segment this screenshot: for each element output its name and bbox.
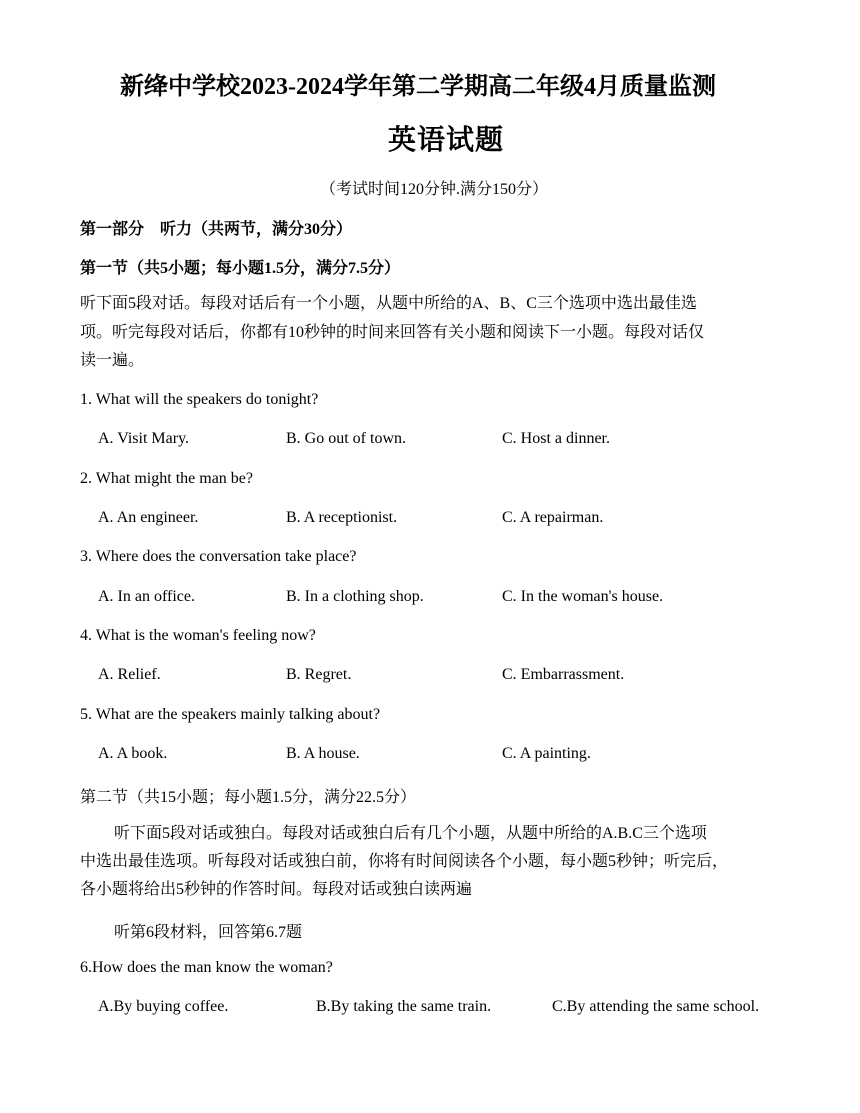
option-c: C. A painting.: [502, 745, 591, 762]
exam-title: 新绛中学校2023-2024学年第二学期高二年级4月质量监测: [120, 74, 716, 100]
section2-instruction-line: 各小题将给出5秒钟的作答时间。每段对话或独白读两遍: [80, 881, 473, 898]
option-c: C.By attending the same school.: [552, 998, 760, 1015]
option-c: C. Embarrassment.: [502, 666, 625, 683]
option-b: B. A receptionist.: [286, 509, 398, 526]
question-stem: 1. What will the speakers do tonight?: [80, 391, 319, 408]
material-note: 听第6段材料，回答第6.7题: [114, 924, 303, 941]
option-a: A. An engineer.: [98, 509, 199, 526]
exam-time-note: （考试时间120分钟.满分150分）: [320, 181, 549, 198]
question-stem: 5. What are the speakers mainly talking about?: [80, 706, 381, 723]
option-c: C. In the woman's house.: [502, 588, 664, 605]
option-b: B. In a clothing shop.: [286, 588, 424, 605]
exam-subtitle: 英语试题: [388, 125, 505, 156]
question-stem: 6.How does the man know the woman?: [80, 959, 333, 976]
option-a: A.By buying coffee.: [98, 998, 229, 1015]
option-b: B.By taking the same train.: [316, 998, 492, 1015]
question-stem: 2. What might the man be?: [80, 470, 253, 487]
option-b: B. A house.: [286, 745, 360, 762]
section1-instruction-line: 听下面5段对话。每段对话后有一个小题，从题中所给的A、B、C三个选项中选出最佳选: [80, 295, 697, 312]
section1-instruction-line: 项。听完每段对话后，你都有10秒钟的时间来回答有关小题和阅读下一小题。每段对话仅: [80, 324, 705, 341]
section2-heading: 第二节（共15小题；每小题1.5分，满分22.5分）: [80, 789, 417, 806]
part-heading: 第一部分 听力（共两节，满分30分）: [80, 221, 353, 238]
option-c: C. A repairman.: [502, 509, 604, 526]
question-stem: 3. Where does the conversation take place?: [80, 548, 357, 565]
section2-instruction-line: 听下面5段对话或独白。每段对话或独白后有几个小题，从题中所给的A.B.C三个选项: [114, 825, 707, 842]
option-c: C. Host a dinner.: [502, 430, 610, 447]
option-a: A. In an office.: [98, 588, 195, 605]
section1-instruction-line: 读一遍。: [80, 352, 145, 369]
option-b: B. Regret.: [286, 666, 352, 683]
option-a: A. Relief.: [98, 666, 161, 683]
option-b: B. Go out of town.: [286, 430, 406, 447]
section2-instruction-line: 中选出最佳选项。听每段对话或独白前，你将有时间阅读各个小题，每小题5秒钟；听完后，: [80, 853, 729, 870]
option-a: A. A book.: [98, 745, 168, 762]
option-a: A. Visit Mary.: [98, 430, 190, 447]
section1-heading: 第一节（共5小题；每小题1.5分，满分7.5分）: [80, 260, 401, 277]
question-stem: 4. What is the woman's feeling now?: [80, 627, 316, 644]
